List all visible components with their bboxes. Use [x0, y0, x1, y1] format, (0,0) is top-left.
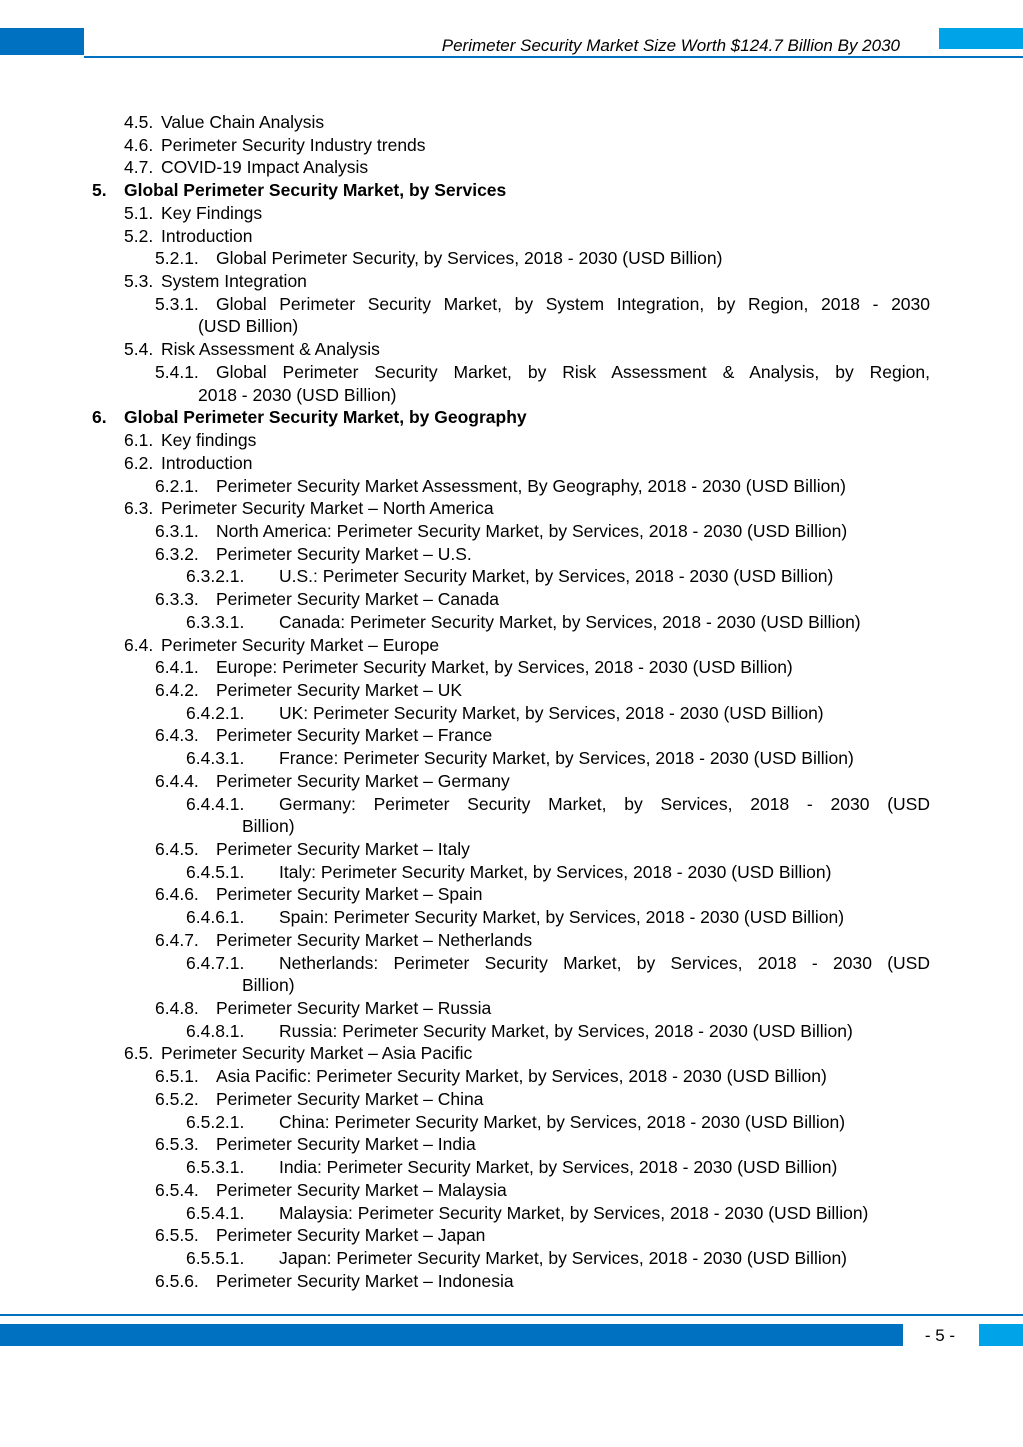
toc-entry-title: Global Perimeter Security Market, by System Integration, by Region, 2018 - 2030: [216, 293, 930, 314]
toc-entry-title: Risk Assessment & Analysis: [161, 339, 380, 360]
toc-entry-title-wrap: Billion): [242, 975, 295, 996]
toc-entry-number: 6.3.2.: [155, 543, 199, 564]
table-of-contents: [0, 111, 1023, 1292]
toc-entry-number: 6.5.3.: [155, 1134, 199, 1155]
toc-entry-title: Perimeter Security Market – Russia: [216, 998, 492, 1019]
toc-entry: [0, 702, 1023, 725]
toc-entry-number: 6.4.8.: [155, 998, 199, 1019]
toc-entry-title: China: Perimeter Security Market, by Services, 2018 - 2030 (USD Billion): [279, 1111, 846, 1132]
toc-entry-title: Perimeter Security Market – India: [216, 1134, 476, 1155]
toc-entry-number: 6.3.3.1.: [186, 611, 245, 632]
toc-entry-number: 6.5.6.: [155, 1270, 199, 1291]
toc-entry-number: 5.4.: [124, 339, 154, 360]
toc-entry-title: Perimeter Security Industry trends: [161, 134, 426, 155]
toc-entry-number: 6.5.: [124, 1043, 154, 1064]
toc-entry-title: Key Findings: [161, 202, 263, 223]
page-number: - 5 -: [924, 1326, 956, 1345]
toc-entry-title: Perimeter Security Market – Italy: [216, 839, 470, 859]
toc-entry: [0, 134, 1023, 157]
toc-entry-title: Value Chain Analysis: [161, 112, 325, 132]
toc-entry-title: Perimeter Security Market – Asia Pacific: [161, 1043, 473, 1064]
toc-entry: [0, 293, 1023, 316]
toc-entry-title: Japan: Perimeter Security Market, by Services, 2018 - 2030 (USD Billion): [279, 1247, 848, 1268]
toc-entry: [0, 543, 1023, 566]
footer-left-bar: [0, 1324, 903, 1346]
toc-entry-continuation: [0, 315, 1023, 338]
toc-entry-number: 4.7.: [124, 157, 154, 178]
toc-entry: [0, 247, 1023, 270]
toc-entry-number: 5.: [92, 180, 107, 201]
toc-entry: [0, 452, 1023, 475]
toc-entry-continuation: [0, 384, 1023, 407]
toc-entry-title: Perimeter Security Market – France: [216, 725, 493, 746]
toc-entry: [0, 770, 1023, 793]
toc-entry-number: 6.5.1.: [155, 1066, 199, 1087]
toc-entry-title: Introduction: [161, 225, 253, 246]
toc-entry-number: 6.5.2.: [155, 1088, 199, 1109]
toc-entry-title: U.S.: Perimeter Security Market, by Services, 2018 - 2030 (USD Billion): [279, 566, 834, 587]
toc-entry-number: 6.: [92, 407, 107, 428]
footer-rule: [0, 1314, 1023, 1316]
header-rule: [84, 56, 1023, 58]
toc-entry: [0, 1270, 1023, 1293]
toc-entry: [0, 1088, 1023, 1111]
toc-entry-number: 6.4.8.1.: [186, 1020, 245, 1041]
toc-entry: [0, 588, 1023, 611]
toc-entry-title: Perimeter Security Market – U.S.: [216, 543, 472, 564]
toc-entry: [0, 747, 1023, 770]
toc-entry-title-wrap: 2018 - 2030 (USD Billion): [198, 384, 397, 405]
toc-entry-title: Italy: Perimeter Security Market, by Services, 2018 - 2030 (USD Billion): [279, 861, 832, 882]
toc-entry: [0, 361, 1023, 384]
toc-entry-number: 6.5.4.: [155, 1179, 199, 1200]
toc-entry-number: 4.6.: [124, 134, 154, 155]
toc-entry: [0, 1179, 1023, 1202]
toc-entry-title: Perimeter Security Market – UK: [216, 679, 463, 700]
toc-entry-title: Perimeter Security Market – Europe: [161, 634, 440, 655]
toc-entry-title: Perimeter Security Market Assessment, By Geography, 2018 - 2030 (USD Billion): [216, 475, 846, 496]
toc-entry: [0, 724, 1023, 747]
toc-entry-number: 6.1.: [124, 430, 154, 451]
toc-entry: [0, 225, 1023, 248]
toc-entry-title: Global Perimeter Security Market, by Risk Assessment & Analysis, by Region,: [216, 361, 930, 382]
toc-entry-number: 6.5.5.1.: [186, 1247, 245, 1268]
toc-entry-number: 6.4.: [124, 634, 154, 655]
toc-entry-title: Global Perimeter Security, by Services, 2018 - 2030 (USD Billion): [216, 248, 723, 269]
toc-entry-title: Perimeter Security Market – Japan: [216, 1225, 486, 1246]
toc-entry-title: India: Perimeter Security Market, by Services, 2018 - 2030 (USD Billion): [279, 1157, 838, 1178]
toc-entry: [0, 156, 1023, 179]
toc-entry: [0, 611, 1023, 634]
toc-entry: [0, 406, 1023, 429]
toc-entry-number: 6.4.7.1.: [186, 952, 245, 973]
toc-entry: [0, 679, 1023, 702]
toc-entry-title: Europe: Perimeter Security Market, by Services, 2018 - 2030 (USD Billion): [216, 657, 793, 678]
toc-entry-number: 6.4.4.: [155, 770, 199, 791]
toc-entry-title: Germany: Perimeter Security Market, by Services, 2018 - 2030 (USD: [279, 793, 930, 814]
toc-entry-title: North America: Perimeter Security Market, by Services, 2018 - 2030 (USD Billion): [216, 520, 848, 541]
toc-entry: [0, 497, 1023, 520]
toc-entry-continuation: [0, 815, 1023, 838]
header-title: Perimeter Security Market Size Worth $124.7 Billion By 2030: [441, 36, 900, 55]
toc-entry-number: 6.4.6.: [155, 884, 199, 905]
toc-entry: [0, 838, 1023, 861]
footer-right-bar: [979, 1324, 1023, 1346]
toc-entry-title: Perimeter Security Market – Germany: [216, 770, 510, 791]
toc-entry: [0, 1111, 1023, 1134]
toc-entry-title: Introduction: [161, 452, 253, 473]
toc-entry-title: France: Perimeter Security Market, by Services, 2018 - 2030 (USD Billion): [279, 748, 854, 769]
toc-entry-title: Perimeter Security Market – China: [216, 1088, 484, 1109]
toc-entry-title: Perimeter Security Market – Canada: [216, 589, 500, 610]
toc-entry-number: 5.3.: [124, 271, 154, 292]
toc-entry-title: Global Perimeter Security Market, by Services: [124, 180, 507, 201]
toc-entry-number: 6.4.1.: [155, 657, 199, 678]
toc-entry: [0, 634, 1023, 657]
toc-entry-title: Perimeter Security Market – North America: [161, 498, 494, 519]
toc-entry: [0, 793, 1023, 816]
toc-entry-number: 6.3.2.1.: [186, 566, 245, 587]
toc-entry: [0, 202, 1023, 225]
toc-entry: [0, 1042, 1023, 1065]
toc-entry-title: Russia: Perimeter Security Market, by Services, 2018 - 2030 (USD Billion): [279, 1020, 853, 1041]
toc-entry-title: Perimeter Security Market – Spain: [216, 884, 483, 905]
toc-entry-number: 6.4.6.1.: [186, 907, 245, 928]
toc-entry: [0, 520, 1023, 543]
toc-entry: [0, 565, 1023, 588]
header-right-bar: [939, 28, 1023, 49]
toc-entry-title: Asia Pacific: Perimeter Security Market, by Services, 2018 - 2030 (USD Billion): [216, 1066, 827, 1087]
toc-entry-continuation: [0, 974, 1023, 997]
toc-entry-title: Perimeter Security Market – Netherlands: [216, 929, 533, 950]
toc-entry: [0, 929, 1023, 952]
toc-entry: [0, 1133, 1023, 1156]
toc-entry-title: Perimeter Security Market – Malaysia: [216, 1179, 507, 1200]
toc-entry: [0, 1202, 1023, 1225]
toc-entry-number: 6.4.2.: [155, 679, 199, 700]
toc-entry: [0, 338, 1023, 361]
toc-entry: [0, 1065, 1023, 1088]
toc-entry-number: 6.5.2.1.: [186, 1111, 245, 1132]
toc-entry: [0, 1020, 1023, 1043]
toc-entry-number: 6.4.5.: [155, 839, 199, 859]
toc-entry-number: 6.3.: [124, 498, 154, 519]
toc-entry-title: COVID-19 Impact Analysis: [161, 157, 369, 178]
toc-entry-number: 6.4.3.: [155, 725, 199, 746]
toc-entry: [0, 270, 1023, 293]
toc-entry-title: UK: Perimeter Security Market, by Services, 2018 - 2030 (USD Billion): [279, 702, 824, 723]
toc-entry-number: 5.4.1.: [155, 361, 199, 382]
toc-entry-number: 6.4.7.: [155, 929, 199, 950]
toc-entry-number: 6.4.4.1.: [186, 793, 245, 814]
toc-entry-number: 6.3.3.: [155, 589, 199, 610]
toc-entry-title: Perimeter Security Market – Indonesia: [216, 1270, 514, 1291]
toc-entry-number: 6.2.1.: [155, 475, 199, 496]
toc-entry-number: 5.3.1.: [155, 293, 199, 314]
toc-entry-number: 5.2.: [124, 225, 154, 246]
toc-entry-number: 6.5.5.: [155, 1225, 199, 1246]
toc-entry-number: 6.4.3.1.: [186, 748, 245, 769]
toc-entry: [0, 952, 1023, 975]
toc-entry: [0, 861, 1023, 884]
toc-entry: [0, 1156, 1023, 1179]
toc-entry: [0, 883, 1023, 906]
toc-entry-number: 6.5.4.1.: [186, 1202, 245, 1223]
toc-entry: [0, 1224, 1023, 1247]
toc-entry-number: 4.5.: [124, 112, 154, 132]
toc-entry-title: Malaysia: Perimeter Security Market, by Services, 2018 - 2030 (USD Billion): [279, 1202, 869, 1223]
toc-entry: [0, 111, 1023, 134]
toc-entry: [0, 429, 1023, 452]
header-left-bar: [0, 28, 84, 55]
toc-entry: [0, 656, 1023, 679]
toc-entry-title: Canada: Perimeter Security Market, by Services, 2018 - 2030 (USD Billion): [279, 611, 861, 632]
toc-entry-title: Global Perimeter Security Market, by Geography: [124, 407, 527, 428]
toc-entry-number: 5.1.: [124, 202, 154, 223]
toc-entry-title: System Integration: [161, 271, 307, 292]
toc-entry-title-wrap: (USD Billion): [198, 316, 299, 337]
toc-entry: [0, 997, 1023, 1020]
toc-entry-number: 6.3.1.: [155, 520, 199, 541]
toc-entry-number: 5.2.1.: [155, 248, 199, 269]
toc-entry: [0, 1247, 1023, 1270]
toc-entry: [0, 475, 1023, 498]
toc-entry-title-wrap: Billion): [242, 816, 295, 837]
toc-entry-number: 6.5.3.1.: [186, 1157, 245, 1178]
toc-entry: [0, 179, 1023, 202]
toc-entry-number: 6.2.: [124, 452, 154, 473]
toc-entry: [0, 906, 1023, 929]
toc-entry-number: 6.4.2.1.: [186, 702, 245, 723]
toc-entry-number: 6.4.5.1.: [186, 861, 245, 882]
toc-entry-title: Key findings: [161, 430, 257, 451]
toc-entry-title: Netherlands: Perimeter Security Market, by Services, 2018 - 2030 (USD: [279, 952, 930, 973]
toc-entry-title: Spain: Perimeter Security Market, by Services, 2018 - 2030 (USD Billion): [279, 907, 845, 928]
